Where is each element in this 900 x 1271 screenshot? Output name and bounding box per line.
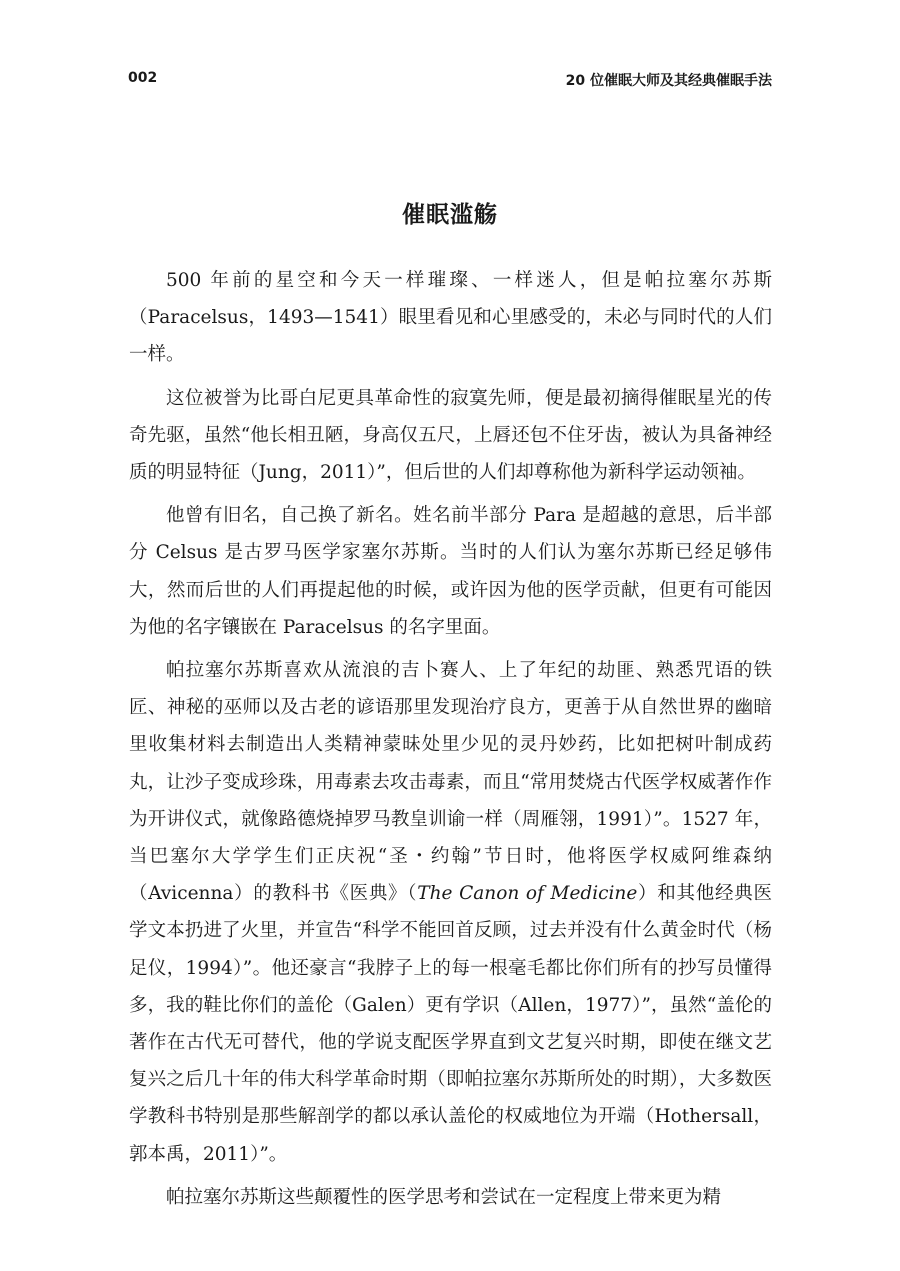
body-text — [129, 262, 772, 1222]
section-title: 催眠滥觞 — [402, 202, 498, 228]
paragraph-4-text-b: ）和其他经典医学文本扔进了火里，并宣告“科学不能回首反顾，过去并没有什么黄金时代（杨足仪，1994）”。他还豪言“我脖子上的每一根毫毛都比你们所有的抄写员懂得多，我的鞋比你们的盖伦（Galen）更有学识（Allen，1977）”，虽然“盖伦的著作在古代无可替代，他的学说支配医学界直到文艺复兴时期，即使在继文艺复兴之后几十年的伟大科学革命时期（即帕拉塞尔苏斯所处的时期），大多数医学教科书特别是那些解剖学的都以承认盖伦的权威地位为开端（Hothersall，郭本禹，2011）”。 — [129, 883, 772, 1165]
running-title: 20 位催眠大师及其经典催眠手法 — [565, 73, 772, 89]
paragraph-4 — [129, 652, 772, 1173]
paragraph-3: 他曾有旧名，自己换了新名。姓名前半部分 Para 是超越的意思，后半部分 Celsus 是古罗马医学家塞尔苏斯。当时的人们认为塞尔苏斯已经足够伟大，然而后世的人们再提起他的时候，或许因为他的医学贡献，但更有可能因为他的名字镶嵌在 Paracelsus 的名字里面。 — [129, 505, 772, 638]
paragraph-5: 帕拉塞尔苏斯这些颠覆性的医学思考和尝试在一定程度上带来更为精 — [166, 1186, 722, 1208]
paragraph-4-text-a: 帕拉塞尔苏斯喜欢从流浪的吉卜赛人、上了年纪的劫匪、熟悉咒语的铁匠、神秘的巫师以及古老的谚语那里发现治疗良方，更善于从自然世界的幽暗里收集材料去制造出人类精神蒙昧处里少见的灵丹妙药，比如把树叶制成药丸，让沙子变成珍珠，用毒素去攻击毒素，而且“常用焚烧古代医学权威著作作为开讲仪式，就像路德烧掉罗马教皇训谕一样（周雁翎，1991）”。1527 年，当巴塞尔大学学生们正庆祝“圣・约翰”节日时，他将医学权威阿维森纳（Avicenna）的教科书《医典》（ — [129, 660, 772, 905]
page-number: 002 — [128, 70, 158, 86]
page-header — [128, 70, 772, 90]
paragraph-1: 500 年前的星空和今天一样璀璨、一样迷人，但是帕拉塞尔苏斯（Paracelsus，1493—1541）眼里看见和心里感受的，未必与同时代的人们一样。 — [129, 270, 772, 366]
paragraph-2: 这位被誉为比哥白尼更具革命性的寂寞先师，便是最初摘得催眠星光的传奇先驱，虽然“他长相丑陋，身高仅五尺，上唇还包不住牙齿，被认为具备神经质的明显特征（Jung，2011）”，但后世的人们却尊称他为新科学运动领袖。 — [129, 387, 772, 484]
book-title-italic: The Canon of Medicine — [417, 883, 638, 905]
